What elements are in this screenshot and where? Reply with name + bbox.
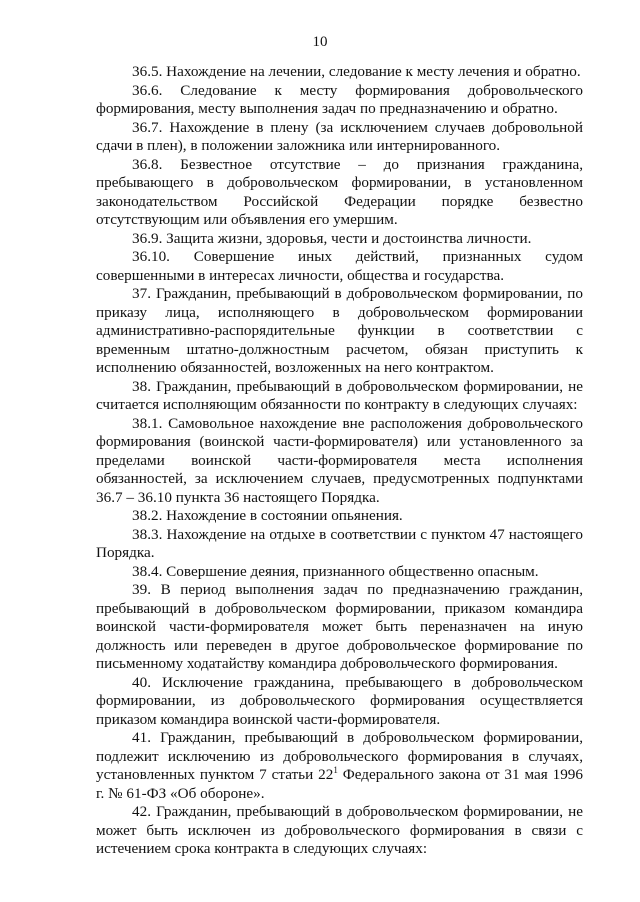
- paragraph-36-6: 36.6. Следование к месту формирования добровольческого формирования, месту выполнения задач по предназначению и обратно.: [96, 81, 583, 117]
- paragraph-38: 38. Гражданин, пребывающий в добровольческом формировании, не считается исполняющим обязанности по контракту в следующих случаях:: [96, 377, 583, 413]
- paragraph-41-text-after: Федерального закона от 31 мая 1996 г. № 61-ФЗ «Об обороне».: [96, 766, 583, 802]
- page-number: 10: [312, 34, 328, 50]
- paragraph-40: 40. Исключение гражданина, пребывающего в добровольческом формировании, из добровольческого формирования осуществляется приказом командира воинской части-формирователя.: [96, 673, 583, 728]
- paragraph-36-8: 36.8. Безвестное отсутствие – до признания гражданина, пребывающего в добровольческом формировании, в установленном законодательством Российской Федерации порядке безвестно отсутствующим или объявления его умершим.: [96, 155, 583, 228]
- paragraph-41: [96, 729, 583, 803]
- paragraph-36-10: 36.10. Совершение иных действий, признанных судом совершенными в интересах личности, общества и государства.: [96, 248, 583, 284]
- paragraph-38-3: 38.3. Нахождение на отдыхе в соответствии с пунктом 47 настоящего Порядка.: [96, 525, 583, 561]
- paragraph-42: 42. Гражданин, пребывающий в добровольческом формировании, не может быть исключен из добровольческого формирования в связи с истечением срока контракта в следующих случаях:: [96, 803, 583, 857]
- paragraph-38-4: 38.4. Совершение деяния, признанного общественно опасным.: [132, 562, 539, 580]
- paragraph-41-text-before: 41. Гражданин, пребывающий в добровольческом формировании, подлежит исключению из добровольческого формирования в случаях, установленных пунктом 7 статьи 22: [96, 729, 583, 783]
- document-body: [96, 63, 583, 859]
- paragraph-38-2: 38.2. Нахождение в состоянии опьянения.: [132, 507, 403, 524]
- paragraph-36-7: 36.7. Нахождение в плену (за исключением случаев добровольной сдачи в плен), в положении заложника или интернированного.: [96, 118, 583, 154]
- paragraph-38-1: 38.1. Самовольное нахождение вне расположения добровольческого формирования (воинской части-формирователя) или установленного за пределами воинской части-формирователя места исполнения обязанностей, за исключением случаев, предусмотренных подпунктами 36.7 – 36.10 пункта 36 настоящего Порядка.: [96, 414, 583, 506]
- paragraph-37: 37. Гражданин, пребывающий в добровольческом формировании, по приказу лица, исполняющего в добровольческом формировании административно-распорядительные функции в соответствии с временным штатно-должностным расчетом, обязан приступить к исполнению обязанностей, возложенных на него контрактом.: [96, 285, 583, 376]
- paragraph-39: 39. В период выполнения задач по предназначению гражданин, пребывающий в добровольческом формировании, приказом командира воинской части-формирователя может быть переназначен на иную должность или переведен в другое добровольческое формирование по письменному ходатайству командира добровольческого формирования.: [96, 581, 583, 672]
- paragraph-36-5: 36.5. Нахождение на лечении, следование к месту лечения и обратно.: [132, 63, 581, 80]
- paragraph-41-superscript: 1: [333, 765, 338, 775]
- paragraph-36-9: 36.9. Защита жизни, здоровья, чести и достоинства личности.: [132, 229, 532, 247]
